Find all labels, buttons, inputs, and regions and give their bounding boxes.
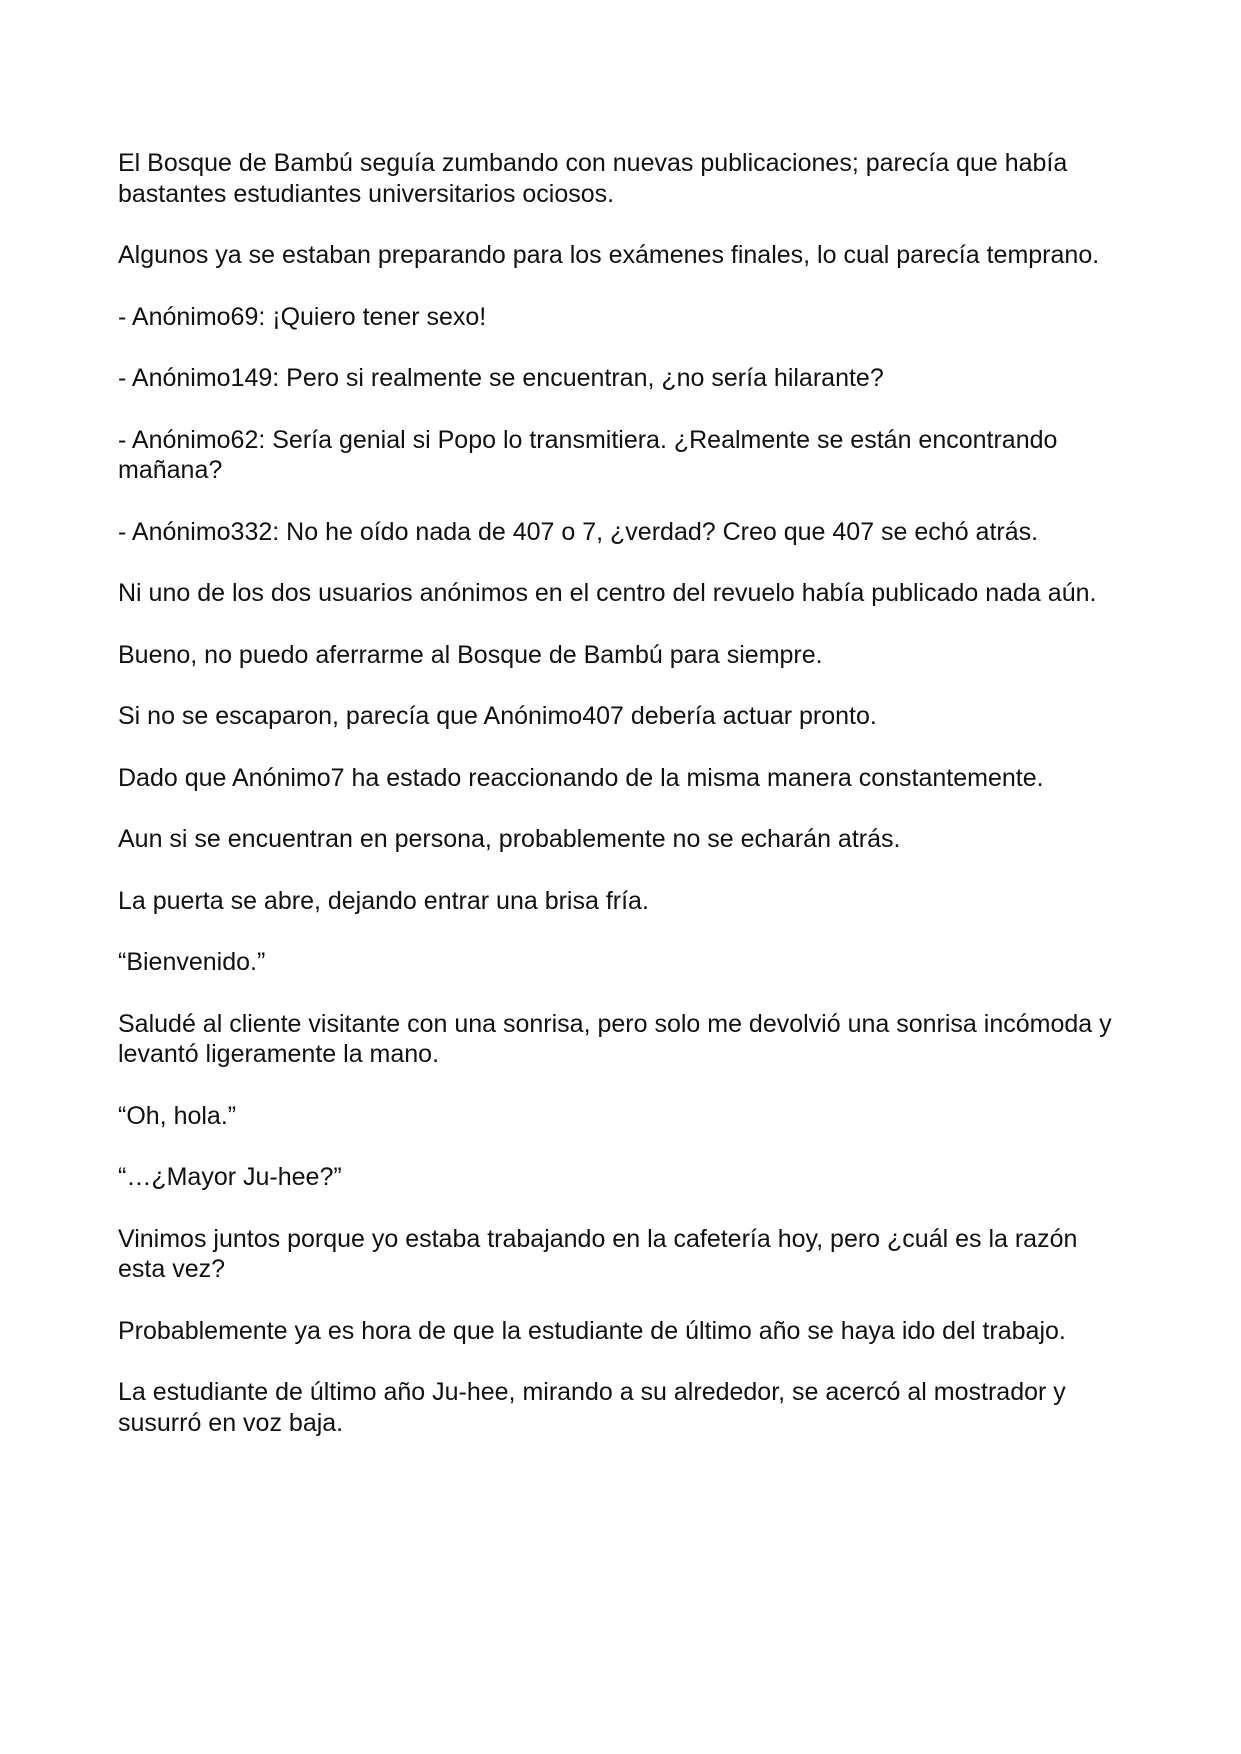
paragraph: - Anónimo332: No he oído nada de 407 o 7, ¿verdad? Creo que 407 se echó atrás. [118,517,1039,546]
paragraph: Ni uno de los dos usuarios anónimos en el centro del revuelo había publicado nada aún. [118,579,1097,607]
paragraph: La estudiante de último año Ju-hee, mirando a su alrededor, se acercó al mostrador y susurró en voz baja. [118,1378,1066,1437]
paragraph: Probablemente ya es hora de que la estudiante de último año se haya ido del trabajo. [118,1316,1066,1345]
paragraph: Aun si se encuentran en persona, probablemente no se echarán atrás. [118,825,901,853]
paragraph: - Anónimo62: Sería genial si Popo lo transmitiera. ¿Realmente se están encontrando mañana? [118,425,1058,484]
paragraph: El Bosque de Bambú seguía zumbando con nuevas publicaciones; parecía que había bastantes estudiantes universitarios ociosos. [118,149,1068,208]
paragraph: - Anónimo149: Pero si realmente se encuentran, ¿no sería hilarante? [118,364,884,392]
paragraph: Dado que Anónimo7 ha estado reaccionando de la misma manera constantemente. [118,763,1044,792]
paragraph: Saludé al cliente visitante con una sonrisa, pero solo me devolvió una sonrisa incómoda y levantó ligeramente la mano. [118,1009,1112,1068]
paragraph: La puerta se abre, dejando entrar una brisa fría. [118,886,649,915]
paragraph: Vinimos juntos porque yo estaba trabajando en la cafetería hoy, pero ¿cuál es la razón esta vez? [118,1224,1078,1283]
paragraph: “Oh, hola.” [118,1101,237,1130]
document-page [118,148,1128,1469]
paragraph: Bueno, no puedo aferrarme al Bosque de Bambú para siempre. [118,640,823,669]
paragraph: - Anónimo69: ¡Quiero tener sexo! [118,302,487,331]
paragraph: “…¿Mayor Ju-hee?” [118,1163,342,1191]
paragraph: Si no se escaparon, parecía que Anónimo407 debería actuar pronto. [118,702,877,730]
paragraph: “Bienvenido.” [118,948,266,976]
paragraph: Algunos ya se estaban preparando para los exámenes finales, lo cual parecía temprano. [118,241,1100,269]
